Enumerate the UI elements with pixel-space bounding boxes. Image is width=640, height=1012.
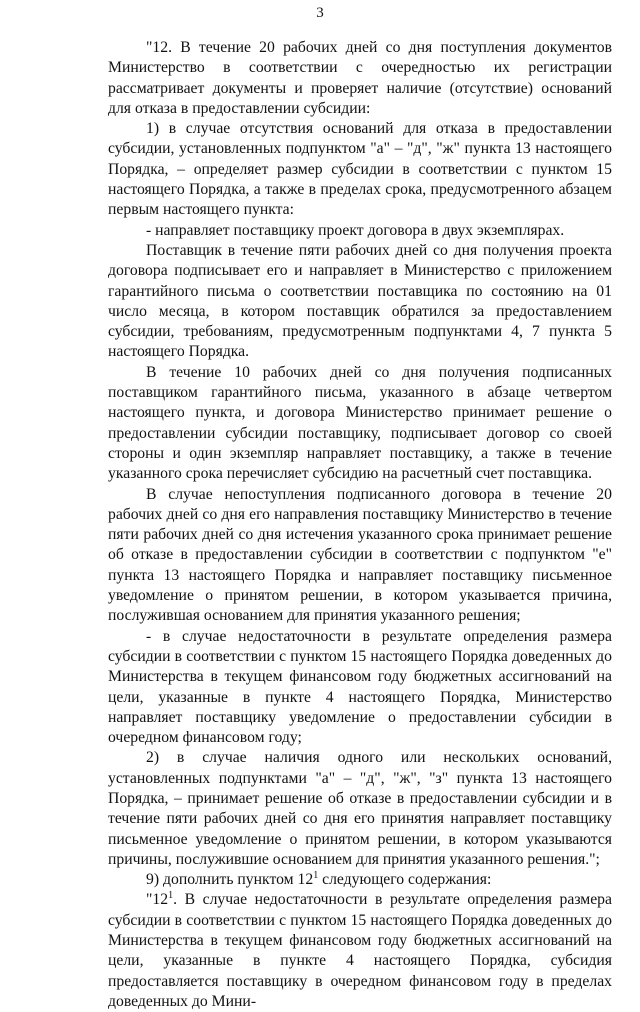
paragraph-non-receipt: В случае непоступления подписанного договора в течение 20 рабочих дней со дня его направления поставщику Министерство в течение пяти рабочих дней со дня истечения указанного срока принимает решение об отказе в предоставлении субсидии в соответствии с подпунктом "е" пункта 13 настоящего Порядка и направляет поставщику письменное уведомление о принятом решении, в котором указывается причина, послужившая основанием для принятия указанного решения;: [108, 485, 612, 625]
paragraph-subitem-1: 1) в случае отсутствия оснований для отказа в предоставлении субсидии, установленных подпунктом "а" – "д", "ж" пункта 13 настоящего Порядка, – определяет размер субсидии в соответствии с пунктом 15 настоящего Порядка, а также в пределах срока, предусмотренного абзацем первым настоящего пункта:: [108, 120, 612, 219]
page-number: 3: [316, 5, 324, 21]
paragraph-insufficiency: - в случае недостаточности в результате определения размера субсидии в соответствии с пунктом 15 настоящего Порядка доведенных до Министерства в текущем финансовом году бюджетных ассигнований на цели, указанные в пункте 4 настоящего Порядка, Министерство направляет поставщику уведомление о предоставлении субсидии в очередном финансовом году;: [108, 627, 612, 747]
paragraph-amendment-9: [108, 870, 612, 890]
item-text: . В случае недостаточности в результате определения размера субсидии в соответствии с пунктом 15 настоящего Порядка доведенных до Министерства в текущем финансовом году бюджетных ассигнований на цели, указанные в пункте 4 настоящего Порядка, субсидия предоставляется поставщику в очередном финансовом году в пределах доведенных до Мини-: [108, 891, 612, 1010]
paragraph-ministry-decision: В течение 10 рабочих дней со дня получения подписанных поставщиком гарантийного письма, указанного в абзаце четвертом настоящего пункта, и договора Министерство принимает решение о предоставлении субсидии поставщику, подписывает договор со своей стороны и один экземпляр направляет поставщику, а также в течение указанного срока перечисляет субсидию на расчетный счет поставщика.: [108, 363, 612, 483]
superscript: 1: [313, 869, 319, 881]
item-number-start: "12: [146, 891, 169, 909]
superscript: 1: [168, 890, 174, 902]
document-body: [108, 38, 612, 1012]
paragraph-send-contract: - направляет поставщику проект договора в двух экземплярах.: [146, 221, 565, 239]
paragraph-item-12: "12. В течение 20 рабочих дней со дня поступления документов Министерство в соответствии с очередностью их регистрации рассматривает документы и проверяет наличие (отсутствие) оснований для отказа в предоставлении субсидии:: [108, 39, 612, 117]
amendment-text-start: 9) дополнить пунктом 12: [146, 871, 314, 889]
amendment-text-end: следующего содержания:: [318, 871, 492, 889]
paragraph-subitem-2: 2) в случае наличия одного или нескольких оснований, установленных подпунктами "а" – "д", "ж", "з" пункта 13 настоящего Порядка, – принимает решение об отказе в предоставлении субсидии и в течение пяти рабочих дней со дня его принятия направляет поставщику письменное уведомление о принятом решении, в котором указываются причины, послужившие основанием для принятия указанного решения.";: [108, 749, 612, 868]
paragraph-item-12-1: [108, 890, 612, 1012]
paragraph-supplier-signs: Поставщик в течение пяти рабочих дней со дня получения проекта договора подписывает его и направляет в Министерство с приложением гарантийного письма о соответствии поставщика по состоянию на 01 число месяца, в котором поставщик обратился за предоставлением субсидии, требованиям, предусмотренным подпунктами 4, 7 пункта 5 настоящего Порядка.: [108, 241, 612, 361]
